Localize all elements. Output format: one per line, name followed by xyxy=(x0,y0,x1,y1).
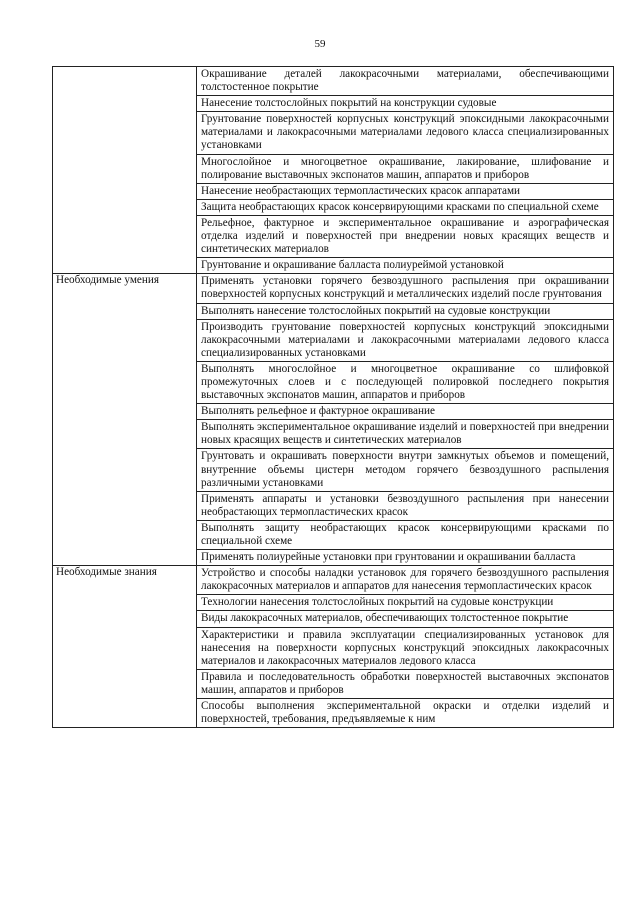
list-item: Грунтование поверхностей корпусных конструкций эпоксидными лакокрасочными материалами и лакокрасочными материалами ледового класса специализированных установками xyxy=(197,111,613,153)
list-item: Технологии нанесения толстослойных покрытий на судовые конструкции xyxy=(197,594,613,610)
list-item: Правила и последовательность обработки поверхностей выставочных экспонатов машин, аппаратов и приборов xyxy=(197,669,613,698)
row-label-knowledge: Необходимые знания xyxy=(53,566,197,728)
list-item: Выполнять экспериментальное окрашивание изделий и поверхностей при внедрении новых красящих веществ и синтетических материалов xyxy=(197,419,613,448)
table-row xyxy=(53,67,614,274)
row-label-skills: Необходимые умения xyxy=(53,274,197,566)
list-item: Способы выполнения экспериментальной окраски и отделки изделий и поверхностей, требования, предъявляемые к ним xyxy=(197,698,613,727)
list-item: Окрашивание деталей лакокрасочными материалами, обеспечивающими толстостенное покрытие xyxy=(201,68,609,94)
list-item: Грунтовать и окрашивать поверхности внутри замкнутых объемов и помещений, внутренние объемы цистерн методом горячего безвоздушного распыления различными установками xyxy=(197,448,613,490)
list-item: Рельефное, фактурное и экспериментальное окрашивание и аэрографическая отделка изделий и поверхностей при внедрении новых красящих веществ и синтетических материалов xyxy=(197,215,613,257)
list-item: Применять полиурейные установки при грунтовании и окрашивании балласта xyxy=(197,549,613,565)
list-item: Выполнять нанесение толстослойных покрытий на судовые конструкции xyxy=(197,303,613,319)
table-row xyxy=(53,274,614,566)
table-row xyxy=(53,566,614,728)
list-item: Нанесение толстослойных покрытий на конструкции судовые xyxy=(197,95,613,111)
row-label-blank xyxy=(53,67,197,274)
list-item: Выполнять многослойное и многоцветное окрашивание со шлифовкой промежуточных слоев и с последующей полировкой последнего покрытия выставочных экспонатов машин, аппаратов и приборов xyxy=(197,361,613,403)
row-content xyxy=(197,67,614,274)
list-item: Применять установки горячего безвоздушного распыления при окрашивании поверхностей корпусных конструкций и металлических изделий после грунтования xyxy=(201,275,609,301)
list-item: Многослойное и многоцветное окрашивание, лакирование, шлифование и полирование выставочных экспонатов машин, аппаратов и приборов xyxy=(197,154,613,183)
list-item: Грунтование и окрашивание балласта полиуреймой установкой xyxy=(197,257,613,273)
list-item: Производить грунтование поверхностей корпусных конструкций эпоксидными лакокрасочными материалами и лакокрасочными материалами ледового класса специализированных установками xyxy=(197,319,613,361)
page-number: 59 xyxy=(314,38,326,50)
competency-table xyxy=(52,66,614,728)
list-item: Устройство и способы наладки установок для горячего безвоздушного распыления лакокрасочных материалов и аппаратов для нанесения термопластических красок xyxy=(201,567,609,593)
list-item: Выполнять защиту необрастающих красок консервирующими красками по специальной схеме xyxy=(197,520,613,549)
list-item: Нанесение необрастающих термопластических красок аппаратами xyxy=(197,183,613,199)
list-item: Применять аппараты и установки безвоздушного распыления при нанесении необрастающих термопластических красок xyxy=(197,491,613,520)
list-item: Выполнять рельефное и фактурное окрашивание xyxy=(197,403,613,419)
row-content xyxy=(197,566,614,728)
list-item: Характеристики и правила эксплуатации специализированных установок для нанесения на поверхности корпусных конструкций эпоксидных лакокрасочных материалов и лакокрасочных материалов ледового класса xyxy=(197,627,613,669)
row-content xyxy=(197,274,614,566)
list-item: Защита необрастающих красок консервирующими красками по специальной схеме xyxy=(197,199,613,215)
list-item: Виды лакокрасочных материалов, обеспечивающих толстостенное покрытие xyxy=(197,610,613,626)
